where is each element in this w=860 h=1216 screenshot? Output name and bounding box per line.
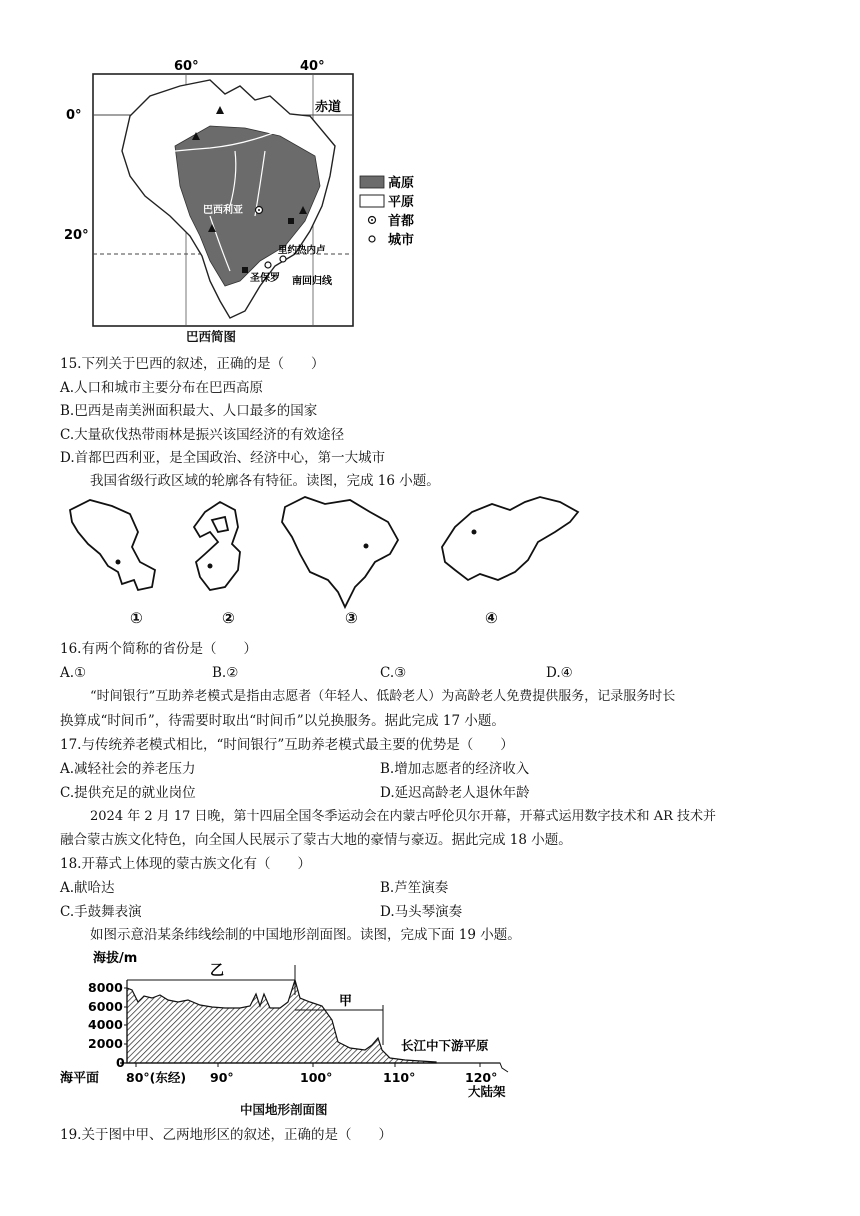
xtick-110: 110° bbox=[383, 1070, 416, 1085]
ytick-4000: 4000 bbox=[88, 1017, 123, 1032]
lon-label-60: 60° bbox=[174, 59, 199, 74]
q16-intro: 我国省级行政区域的轮廓各有特征。读图，完成 16 小题。 bbox=[90, 473, 440, 489]
province-label-2: ② bbox=[222, 609, 235, 627]
ytick-8000: 8000 bbox=[88, 980, 123, 995]
equator-label: 赤道 bbox=[315, 100, 342, 115]
province-label-3: ③ bbox=[345, 609, 358, 627]
profile-ylabel: 海拔/m bbox=[93, 951, 138, 966]
q16-option-d[interactable]: D.④ bbox=[546, 665, 573, 681]
shelf-label: 大陆架 bbox=[468, 1084, 506, 1099]
q16-stem: 16.有两个简称的省份是（ ） bbox=[60, 641, 257, 657]
q18-option-a[interactable]: A.献哈达 bbox=[60, 880, 115, 896]
q18-intro-line1: 2024 年 2 月 17 日晚，第十四届全国冬季运动会在内蒙古呼伦贝尔开幕，开幕式运用数字技术和 AR 技术并 bbox=[90, 809, 717, 824]
q15-option-d[interactable]: D.首都巴西利亚，是全国政治、经济中心，第一大城市 bbox=[60, 450, 386, 466]
rio-label: 里约热内卢 bbox=[278, 245, 326, 256]
sp-label: 圣保罗 bbox=[250, 273, 280, 284]
lat-label-0: 0° bbox=[66, 108, 82, 123]
brazil-map-figure bbox=[60, 56, 440, 346]
q16-option-a[interactable]: A.① bbox=[60, 665, 87, 681]
region-yi-label: 乙 bbox=[210, 963, 224, 979]
legend-capital: 首都 bbox=[388, 214, 415, 229]
ytick-2000: 2000 bbox=[88, 1036, 123, 1051]
city-marker-sp bbox=[265, 262, 271, 268]
q18-option-b[interactable]: B.芦笙演奏 bbox=[380, 880, 449, 896]
sea-level-label: 海平面 bbox=[60, 1071, 100, 1086]
q17-stem: 17.与传统养老模式相比，“时间银行”互助养老模式最主要的优势是（ ） bbox=[60, 737, 514, 753]
brazil-map bbox=[60, 56, 440, 346]
xtick-100: 100° bbox=[300, 1070, 333, 1085]
terrain-profile-figure bbox=[60, 950, 530, 1120]
q18-option-c[interactable]: C.手鼓舞表演 bbox=[60, 904, 142, 920]
q19-stem: 19.关于图中甲、乙两地形区的叙述，正确的是（ ） bbox=[60, 1127, 392, 1143]
q17-intro-line1: “时间银行”互助养老模式是指由志愿者（年轻人、低龄老人）为高龄老人免费提供服务，记录服务时长 bbox=[90, 689, 676, 704]
q18-intro-line2: 融合蒙古族文化特色，向全国人民展示了蒙古大地的豪情与豪迈。据此完成 18 小题。 bbox=[60, 832, 572, 848]
capital-label: 巴西利亚 bbox=[203, 205, 243, 216]
profile-caption: 中国地形剖面图 bbox=[240, 1102, 328, 1117]
xtick-120: 120° bbox=[465, 1070, 498, 1085]
q17-option-a[interactable]: A.减轻社会的养老压力 bbox=[60, 761, 196, 777]
legend-plateau: 高原 bbox=[388, 176, 415, 191]
ytick-0: 0 bbox=[116, 1055, 125, 1070]
xtick-80: 80°(东经) bbox=[126, 1070, 187, 1085]
plain-label: 长江中下游平原 bbox=[401, 1038, 489, 1053]
q16-option-b[interactable]: B.② bbox=[212, 665, 239, 681]
brazil-map-caption: 巴西简图 bbox=[186, 329, 237, 344]
q18-stem: 18.开幕式上体现的蒙古族文化有（ ） bbox=[60, 856, 311, 872]
region-jia-label: 甲 bbox=[339, 994, 353, 1009]
q15-option-b[interactable]: B.巴西是南美洲面积最大、人口最多的国家 bbox=[60, 403, 318, 419]
legend-city: 城市 bbox=[388, 233, 415, 248]
province-outlines-figure bbox=[60, 492, 600, 632]
q18-option-d[interactable]: D.马头琴演奏 bbox=[380, 904, 463, 920]
ytick-6000: 6000 bbox=[88, 999, 123, 1014]
province-label-1: ① bbox=[130, 609, 143, 627]
city-marker-rio bbox=[280, 256, 286, 262]
q16-option-c[interactable]: C.③ bbox=[380, 665, 407, 681]
q17-option-d[interactable]: D.延迟高龄老人退休年龄 bbox=[380, 785, 530, 801]
lat-label-20: 20° bbox=[64, 228, 89, 243]
q15-stem: 15.下列关于巴西的叙述，正确的是（ ） bbox=[60, 356, 325, 372]
province-label-4: ④ bbox=[485, 609, 498, 627]
q17-intro-line2: 换算成“时间币”，待需要时取出“时间币”以兑换服务。据此完成 17 小题。 bbox=[60, 713, 505, 729]
lon-label-40: 40° bbox=[300, 59, 325, 74]
xtick-90: 90° bbox=[210, 1070, 234, 1085]
terrain-profile bbox=[60, 950, 530, 1100]
q15-option-a[interactable]: A.人口和城市主要分布在巴西高原 bbox=[60, 380, 264, 396]
q19-intro: 如图示意沿某条纬线绘制的中国地形剖面图。读图，完成下面 19 小题。 bbox=[90, 927, 521, 943]
legend-plain: 平原 bbox=[388, 195, 415, 210]
q17-option-c[interactable]: C.提供充足的就业岗位 bbox=[60, 785, 196, 801]
tropic-label: 南回归线 bbox=[292, 276, 332, 287]
q17-option-b[interactable]: B.增加志愿者的经济收入 bbox=[380, 761, 530, 777]
q15-option-c[interactable]: C.大量砍伐热带雨林是振兴该国经济的有效途径 bbox=[60, 427, 345, 443]
